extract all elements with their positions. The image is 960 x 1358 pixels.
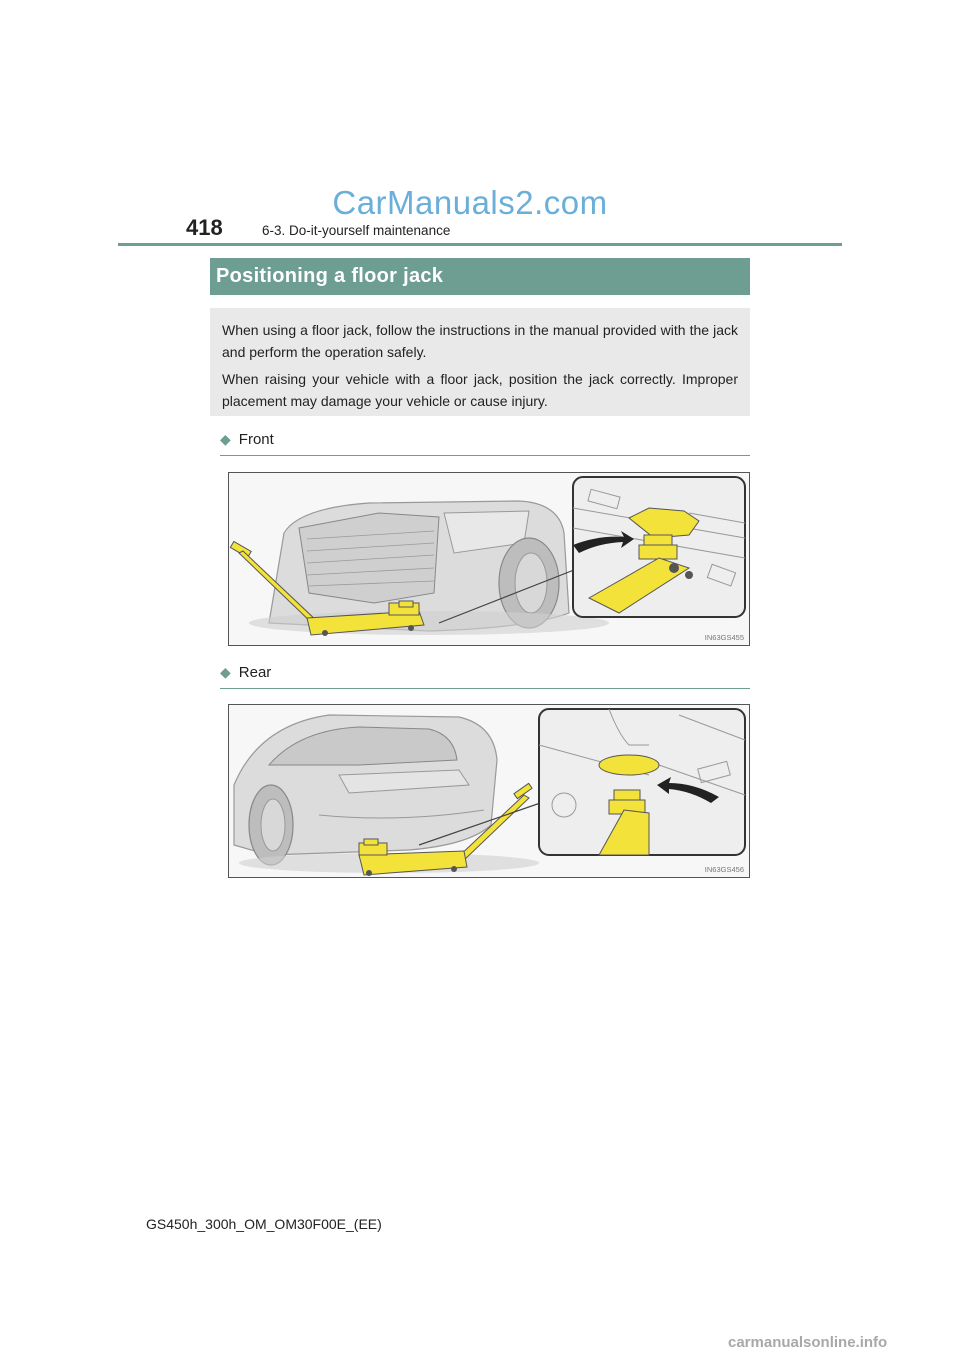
figure-code: IN63GS456 — [704, 865, 744, 874]
page-title: Positioning a floor jack — [210, 258, 750, 295]
watermark-bottom: carmanualsonline.info — [728, 1334, 888, 1351]
intro-box — [210, 308, 750, 416]
sub-heading-rear — [220, 664, 750, 689]
page-number: 418 — [186, 215, 223, 240]
sub-heading-front — [220, 431, 750, 456]
rear-illustration — [229, 705, 750, 878]
sub-heading-label: Rear — [238, 664, 272, 681]
figure-front-jack-point — [228, 472, 750, 646]
figure-rear-jack-point — [228, 704, 750, 878]
header-divider — [118, 243, 842, 246]
diamond-bullet-icon: ◆ — [220, 664, 231, 680]
sub-heading-label: Front — [238, 431, 274, 448]
figure-code: IN63GS455 — [704, 633, 744, 642]
diamond-bullet-icon: ◆ — [220, 431, 231, 447]
intro-paragraph-1: When using a floor jack, follow the instructions in the manual provided with the jack and perform the operation safely. — [222, 322, 738, 360]
intro-paragraph-2: When raising your vehicle with a floor jack, position the jack correctly. Improper placement may damage your vehicle or cause injury. — [222, 371, 738, 409]
footer-doc-code: GS450h_300h_OM_OM30F00E_(EE) — [146, 1216, 382, 1232]
watermark-logo: CarManuals2.com — [332, 184, 608, 221]
front-illustration — [229, 473, 750, 646]
section-label: 6-3. Do-it-yourself maintenance — [262, 223, 451, 238]
